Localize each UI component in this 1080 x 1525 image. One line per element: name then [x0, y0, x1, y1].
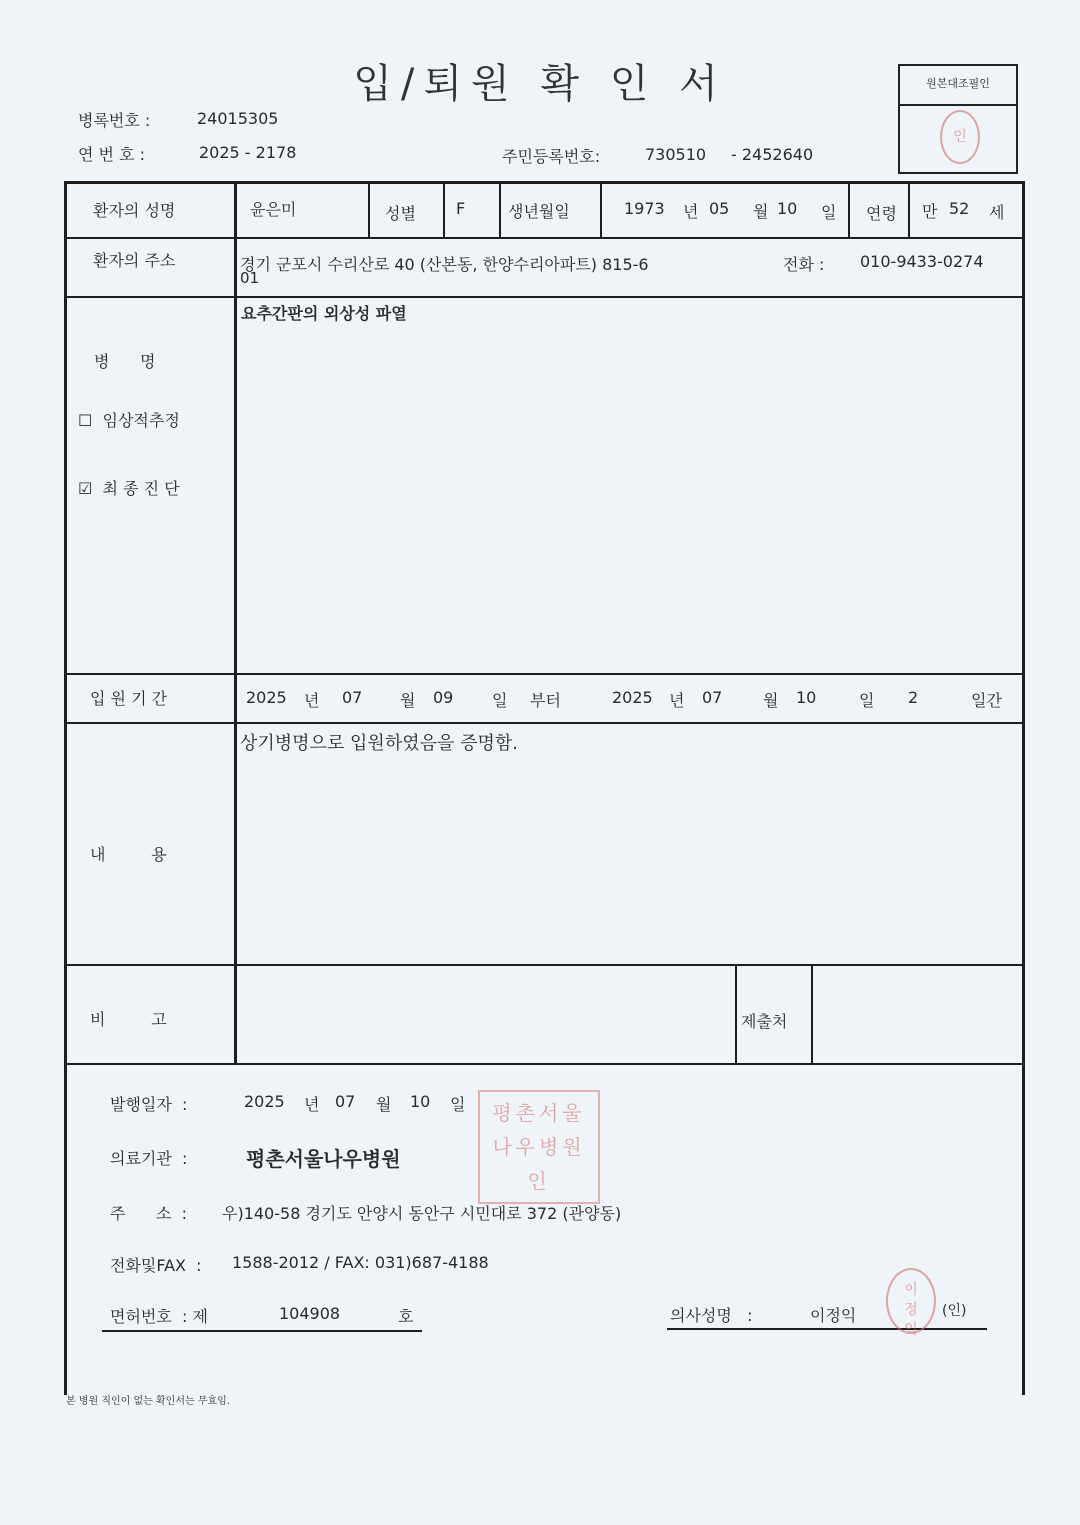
document-title: 입/퇴원 확 인 서: [353, 61, 727, 107]
birth-year-unit: 년: [683, 202, 699, 221]
admission-to-day: 10: [796, 688, 817, 707]
seq-number-value: 2025 - 2178: [199, 143, 297, 162]
submit-to-label: 제출처: [741, 1012, 788, 1031]
clinical-estimate-checkbox: ☐ 임상적추정: [78, 411, 180, 430]
issue-month-unit: 월: [376, 1095, 392, 1114]
age-prefix: 만: [922, 202, 938, 221]
issue-year-unit: 년: [304, 1095, 320, 1114]
reg-number-value: 24015305: [197, 109, 279, 128]
admission-from-day: 09: [433, 688, 454, 707]
institution-address: 우)140-58 경기도 안양시 동안구 시민대로 372 (관양동): [222, 1204, 622, 1223]
address-line1: 경기 군포시 수리산로 40 (산본동, 한양수리아파트) 815-6: [240, 255, 649, 274]
admission-from-month: 07: [342, 688, 363, 707]
diagnosis-label: 병 명: [94, 352, 156, 371]
institution-phone-label: 전화및FAX :: [110, 1256, 202, 1275]
admission-from-year: 2025: [246, 688, 287, 707]
admission-from-word: 부터: [530, 691, 561, 710]
admission-to-year-unit: 년: [669, 691, 685, 710]
birth-day: 10: [777, 199, 798, 218]
phone-label: 전화 :: [783, 255, 825, 274]
institution-address-label: 주 소 :: [110, 1204, 187, 1223]
doctor-name: 이정익: [810, 1306, 857, 1325]
doctor-seal: [886, 1268, 936, 1338]
admission-to-day-unit: 일: [859, 691, 875, 710]
remarks-label: 비 고: [90, 1010, 167, 1029]
content-label: 내 용: [90, 845, 167, 864]
admission-to-month: 07: [702, 688, 723, 707]
admission-period-label: 입 원 기 간: [90, 689, 168, 708]
content-text: 상기병명으로 입원하였음을 증명함.: [240, 733, 518, 754]
institution-phone: 1588-2012 / FAX: 031)687-4188: [232, 1253, 489, 1272]
rrn-label: 주민등록번호:: [502, 147, 601, 166]
institution-label: 의료기관 :: [110, 1149, 188, 1168]
admission-to-month-unit: 월: [763, 691, 779, 710]
license-label: 면허번호 : 제: [110, 1307, 208, 1326]
age-value: 52: [949, 199, 970, 218]
issue-month: 07: [335, 1092, 356, 1111]
diagnosis-text: 요추간판의 외상성 파열: [241, 304, 407, 323]
rrn-front: 730510: [645, 145, 707, 164]
original-verified-stamp-box: [898, 64, 1018, 174]
issue-day-unit: 일: [450, 1095, 466, 1114]
verification-seal: [940, 110, 980, 164]
sex-label: 성별: [385, 204, 416, 223]
license-number: 104908: [279, 1304, 341, 1323]
patient-name-value: 윤은미: [250, 200, 297, 219]
admission-from-month-unit: 월: [400, 691, 416, 710]
stamp-caption: 원본대조필인: [900, 66, 1016, 106]
admission-days: 2: [908, 688, 919, 707]
address-line2: 01: [240, 269, 260, 287]
license-unit: 호: [398, 1307, 414, 1326]
admission-from-year-unit: 년: [304, 691, 320, 710]
sex-value: F: [456, 199, 466, 218]
hospital-seal-text: 평촌서울나우병원인: [492, 1101, 586, 1193]
footer-notice: 본 병원 직인이 없는 확인서는 무효임.: [66, 1396, 230, 1407]
doctor-name-label: 의사성명 :: [670, 1306, 753, 1325]
birth-day-unit: 일: [821, 203, 837, 222]
seal-mark: (인): [942, 1303, 967, 1319]
doctor-seal-text: 이정익: [904, 1282, 918, 1338]
issue-day: 10: [410, 1092, 431, 1111]
admission-days-unit: 일간: [971, 691, 1002, 710]
birth-label: 생년월일: [508, 202, 570, 221]
birth-month: 05: [709, 199, 730, 218]
issue-date-label: 발행일자 :: [110, 1095, 188, 1114]
admission-from-day-unit: 일: [492, 691, 508, 710]
verification-seal-text: 인: [953, 129, 967, 145]
birth-month-unit: 월: [753, 202, 769, 221]
admission-to-year: 2025: [612, 688, 653, 707]
address-label: 환자의 주소: [93, 251, 176, 270]
institution-name: 평촌서울나우병원: [246, 1147, 401, 1171]
reg-number-label: 병록번호 :: [78, 111, 151, 130]
hospital-seal: [478, 1090, 600, 1204]
seq-number-label: 연 번 호 :: [78, 145, 146, 164]
issue-year: 2025: [244, 1092, 285, 1111]
age-label: 연령: [866, 204, 897, 223]
rrn-back: - 2452640: [731, 145, 814, 164]
age-unit: 세: [989, 203, 1005, 222]
phone-value: 010-9433-0274: [860, 252, 984, 271]
final-diagnosis-checkbox: ☑ 최 종 진 단: [78, 479, 180, 498]
birth-year: 1973: [624, 199, 665, 218]
patient-name-label: 환자의 성명: [93, 201, 176, 220]
